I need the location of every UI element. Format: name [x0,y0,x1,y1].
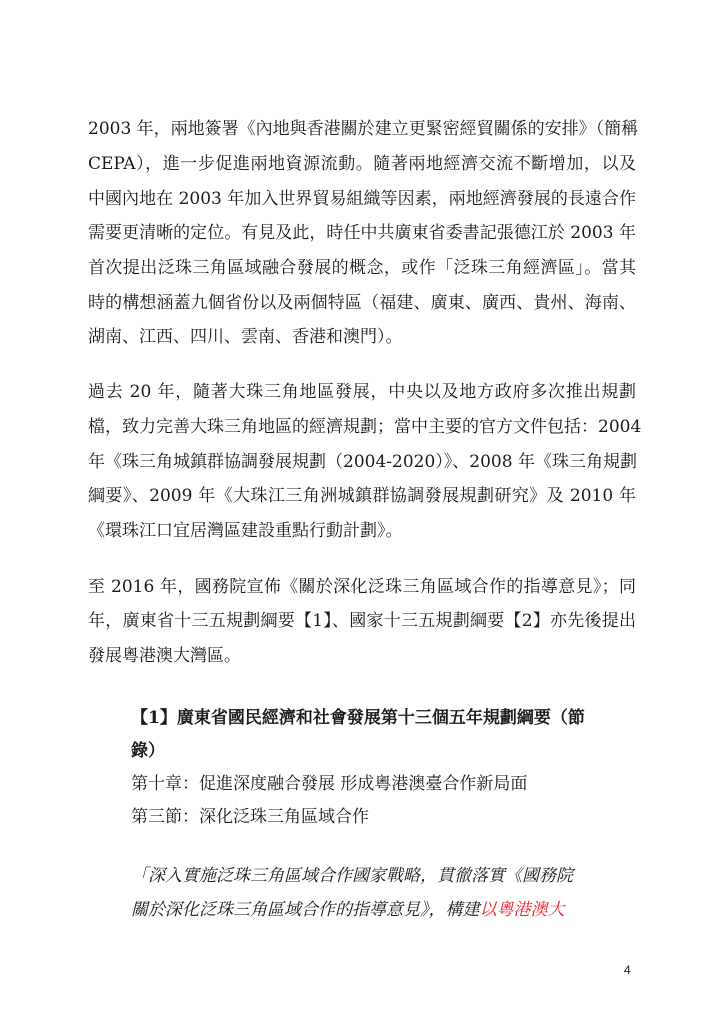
excerpt-chapter: 第十章：促進深度融合發展 形成粵港澳臺合作新局面 [131,774,528,794]
paragraph-1-line-6: 時的構想涵蓋九個省份以及兩個特區（福建、廣東、廣西、貴州、海南、 [88,293,636,313]
paragraph-1-line-2: CEPA），進一步促進兩地資源流動。隨著兩地經濟交流不斷增加，以及 [88,154,636,174]
excerpt-section: 第三節：深化泛珠三角區域合作 [131,807,369,827]
excerpt-quote-text: 關於深化泛珠三角區域合作的指導意見》，構建 [131,900,480,920]
excerpt-quote-line-1: 「深入實施泛珠三角區域合作國家戰略，貫徹落實《國務院 [131,866,573,886]
page-number: 4 [624,963,631,977]
paragraph-2-line-4: 綱要》、2009 年《大珠江三角洲城鎮群協調發展規劃研究》及 2010 年 [88,486,636,506]
paragraph-2-line-3: 年《珠三角城鎮群協調發展規劃（2004-2020）》、2008 年《珠三角規劃 [88,452,637,472]
excerpt-quote-line-2 [131,899,565,921]
paragraph-1-line-5: 首次提出泛珠三角區域融合發展的概念，或作「泛珠三角經濟區」。當其 [88,258,636,278]
paragraph-3-line-2: 年，廣東省十三五規劃綱要【1】、國家十三五規劃綱要【2】亦先後提出 [88,611,636,631]
paragraph-3-line-1: 至 2016 年，國務院宣佈《關於深化泛珠三角區域合作的指導意見》；同 [88,577,636,597]
paragraph-2-line-1: 過去 20 年，隨著大珠三角地區發展，中央以及地方政府多次推出規劃 [88,382,636,402]
excerpt-heading-line-1: 【1】廣東省國民經濟和社會發展第十三個五年規劃綱要（節 [131,708,585,728]
paragraph-3-line-3: 發展粵港澳大灣區。 [88,646,241,666]
excerpt-heading-line-2: 錄） [131,741,165,761]
paragraph-1-line-4: 需要更清晰的定位。有見及此，時任中共廣東省委書記張德江於 2003 年 [88,223,636,243]
paragraph-1-line-3: 中國內地在 2003 年加入世界貿易組織等因素，兩地經濟發展的長遠合作 [88,189,636,209]
paragraph-1-line-7: 湖南、江西、四川、雲南、香港和澳門）。 [88,327,403,347]
paragraph-1-line-1: 2003 年，兩地簽署《內地與香港關於建立更緊密經貿關係的安排》（簡稱 [88,119,639,139]
paragraph-2-line-2: 檔，致力完善大珠三角地區的經濟規劃；當中主要的官方文件包括：2004 [88,417,642,437]
excerpt-quote-highlight: 以粵港澳大 [479,900,565,920]
paragraph-2-line-5: 《環珠江口宜居灣區建設重點行動計劃》。 [88,521,403,541]
